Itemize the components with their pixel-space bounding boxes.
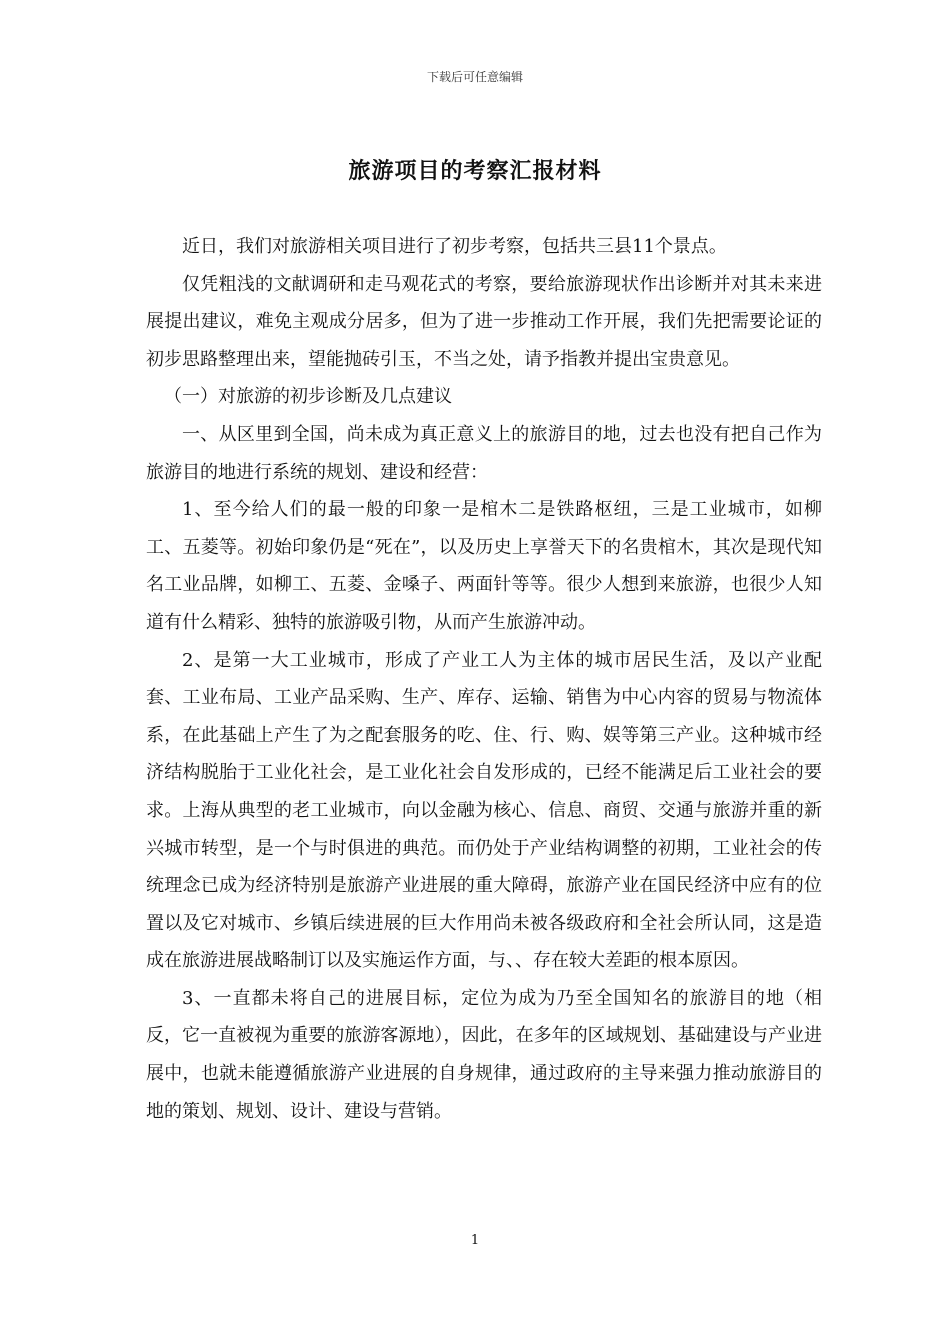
section-heading: （一）对旅游的初步诊断及几点建议: [164, 386, 452, 408]
paragraph-disclaimer: 仅凭粗浅的文献调研和走马观花式的考察，要给旅游现状作出诊断并对其未来进展提出建议，难免主观成分居多，但为了进一步推动工作开展，我们先把需要论证的初步思路整理出来，望能抛砖引玉，不当之处，请予指教并提出宝贵意见。: [146, 273, 822, 370]
header-note: 下载后可任意编辑: [426, 70, 523, 84]
paragraph-item-2: 2、是第一大工业城市，形成了产业工人为主体的城市居民生活，及以产业配套、工业布局、工业产品采购、生产、库存、运输、销售为中心内容的贸易与物流体系，在此基础上产生了为之配套服务的吃、住、行、购、娱等第三产业。这种城市经济结构脱胎于工业化社会，是工业化社会自发形成的，已经不能满足后工业社会的要求。上海从典型的老工业城市，向以金融为核心、信息、商贸、交通与旅游并重的新兴城市转型，是一个与时俱进的典范。而仍处于产业结构调整的初期，工业社会的传统理念已成为经济特别是旅游产业进展的重大障碍，旅游产业在国民经济中应有的位置以及它对城市、乡镇后续进展的巨大作用尚未被各级政府和全社会所认同，这是造成在旅游进展战略制订以及实施运作方面，与、、存在较大差距的根本原因。: [146, 649, 822, 972]
document-title: 旅游项目的考察汇报材料: [348, 158, 602, 184]
page-number: 1: [470, 1233, 480, 1248]
document-body: [146, 228, 822, 1130]
paragraph-point-one: 一、从区里到全国，尚未成为真正意义上的旅游目的地，过去也没有把自己作为旅游目的地进行系统的规划、建设和经营：: [146, 423, 822, 483]
paragraph-item-3: 3、一直都未将自己的进展目标，定位为成为乃至全国知名的旅游目的地（相反，它一直被视为重要的旅游客源地），因此，在多年的区域规划、基础建设与产业进展中，也就未能遵循旅游产业进展的自身规律，通过政府的主导来强力推动旅游目的地的策划、规划、设计、建设与营销。: [146, 987, 822, 1122]
paragraph-intro: 近日，我们对旅游相关项目进行了初步考察，包括共三县11个景点。: [182, 236, 727, 257]
paragraph-item-1: 1、至今给人们的最一般的印象一是棺木二是铁路枢纽，三是工业城市，如柳工、五菱等。初始印象仍是“死在”，以及历史上享誉天下的名贵棺木，其次是现代知名工业品牌，如柳工、五菱、金嗓子、两面针等等。很少人想到来旅游，也很少人知道有什么精彩、独特的旅游吸引物，从而产生旅游冲动。: [146, 499, 822, 633]
